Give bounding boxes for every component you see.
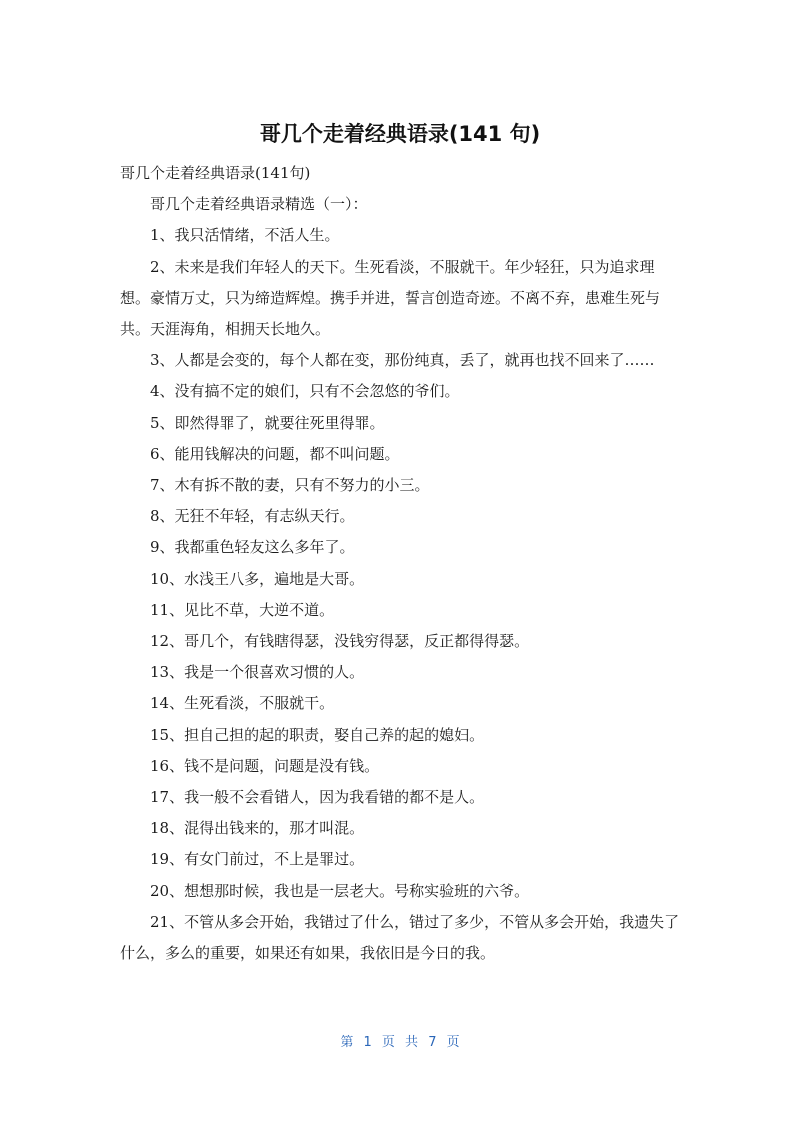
page-footer: 第 1 页 共 7 页 (340, 1035, 460, 1050)
quote-paragraph: 12、哥几个，有钱瞎得瑟，没钱穷得瑟，反正都得得瑟。 (150, 632, 530, 651)
document-title: 哥几个走着经典语录(141 句) (259, 122, 541, 146)
quote-paragraph: 19、有女门前过，不上是罪过。 (150, 850, 365, 869)
quote-paragraph: 4、没有搞不定的娘们，只有不会忽悠的爷们。 (150, 382, 460, 401)
quote-paragraph: 8、无狂不年轻，有志纵天行。 (150, 507, 355, 526)
quote-paragraph: 18、混得出钱来的，那才叫混。 (150, 819, 365, 838)
quote-paragraph: 1、我只活情绪，不活人生。 (150, 226, 340, 245)
quote-paragraph: 21、不管从多会开始，我错过了什么，错过了多少，不管从多会开始，我遗失了什么，多么的重要，如果还有如果，我依旧是今日的我。 (120, 912, 680, 963)
quote-paragraph: 20、想想那时候，我也是一层老大。号称实验班的六爷。 (150, 881, 530, 900)
quote-paragraph: 11、见比不草，大逆不道。 (150, 600, 335, 619)
section-heading: 哥几个走着经典语录精选（一）： (150, 195, 368, 214)
quote-paragraph: 5、即然得罪了，就要往死里得罪。 (150, 413, 385, 432)
quote-paragraph: 16、钱不是问题，问题是没有钱。 (150, 756, 380, 775)
quote-paragraph: 9、我都重色轻友这么多年了。 (150, 538, 355, 557)
quote-paragraph: 6、能用钱解决的问题，都不叫问题。 (150, 444, 400, 463)
quote-paragraph: 10、水浅王八多，遍地是大哥。 (150, 569, 365, 588)
quote-paragraph: 17、我一般不会看错人，因为我看错的都不是人。 (150, 788, 485, 807)
document-body (120, 158, 680, 969)
quote-paragraph: 14、生死看淡，不服就干。 (150, 694, 335, 713)
document-subtitle: 哥几个走着经典语录(141句) (120, 164, 311, 182)
quote-paragraph: 7、木有拆不散的妻，只有不努力的小三。 (150, 476, 430, 495)
quote-paragraph: 15、担自己担的起的职责，娶自己养的起的媳妇。 (150, 725, 485, 744)
quote-paragraph: 2、未来是我们年轻人的天下。生死看淡，不服就干。年少轻狂，只为追求理想。豪情万丈，只为缔造辉煌。携手并进，誓言创造奇迹。不离不弃，患难生死与共。天涯海角，相拥天长地久。 (120, 257, 661, 339)
quote-paragraph: 13、我是一个很喜欢习惯的人。 (150, 663, 365, 682)
quote-paragraph: 3、人都是会变的，每个人都在变，那份纯真，丢了，就再也找不回来了…… (150, 351, 655, 370)
